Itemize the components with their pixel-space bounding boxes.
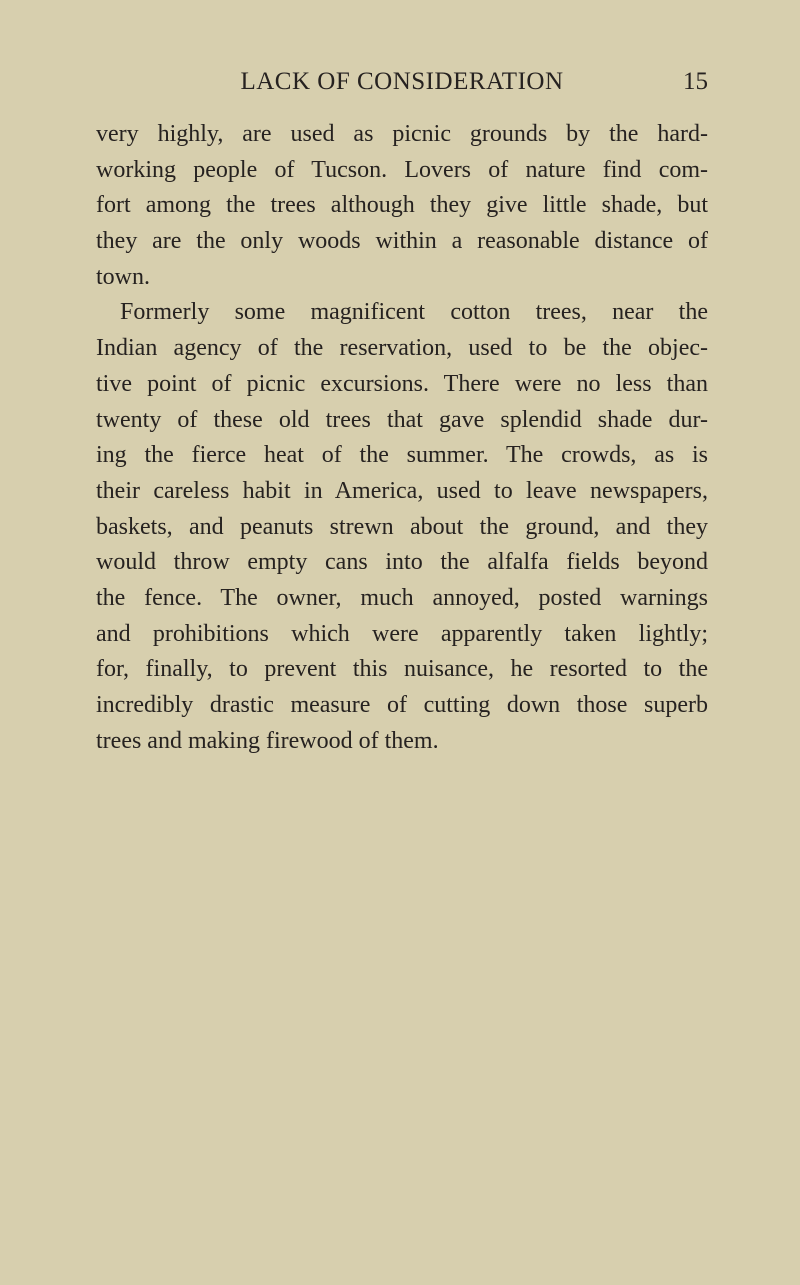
- running-title: LACK OF CONSIDERATION: [240, 68, 564, 95]
- text-line: Formerly some magnificent cotton trees, near the: [120, 299, 708, 326]
- text-line: for, finally, to prevent this nuisance, he resorted to the: [96, 656, 708, 683]
- text-line: they are the only woods within a reasonable distance of: [96, 228, 708, 255]
- text-line: incredibly drastic measure of cutting down those superb: [96, 692, 708, 718]
- page-number: 15: [683, 68, 708, 95]
- text-line: twenty of these old trees that gave splendid shade dur-: [96, 406, 708, 433]
- text-line: tive point of picnic excursions. There were no less than: [96, 370, 708, 397]
- paragraph-2: [96, 295, 708, 759]
- text-line: the fence. The owner, much annoyed, posted warnings: [96, 584, 708, 611]
- text-line: would throw empty cans into the alfalfa fields beyond: [96, 549, 708, 576]
- text-line: very highly, are used as picnic grounds by the hard-: [96, 121, 708, 147]
- text-line: working people of Tucson. Lovers of nature find com-: [96, 156, 708, 183]
- paragraph-1: [96, 117, 708, 295]
- text-line: and prohibitions which were apparently taken lightly;: [96, 620, 708, 647]
- running-head: [96, 62, 708, 102]
- text-line: fort among the trees although they give little shade, but: [96, 192, 708, 219]
- text-line: town.: [96, 263, 150, 290]
- text-line: their careless habit in America, used to leave newspapers,: [96, 477, 708, 504]
- text-line: trees and making firewood of them.: [96, 727, 439, 754]
- body-text: [96, 117, 708, 759]
- text-line: Indian agency of the reservation, used to be the objec-: [96, 335, 708, 362]
- text-line: ing the fierce heat of the summer. The crowds, as is: [96, 442, 708, 469]
- text-line: baskets, and peanuts strewn about the ground, and they: [96, 513, 708, 540]
